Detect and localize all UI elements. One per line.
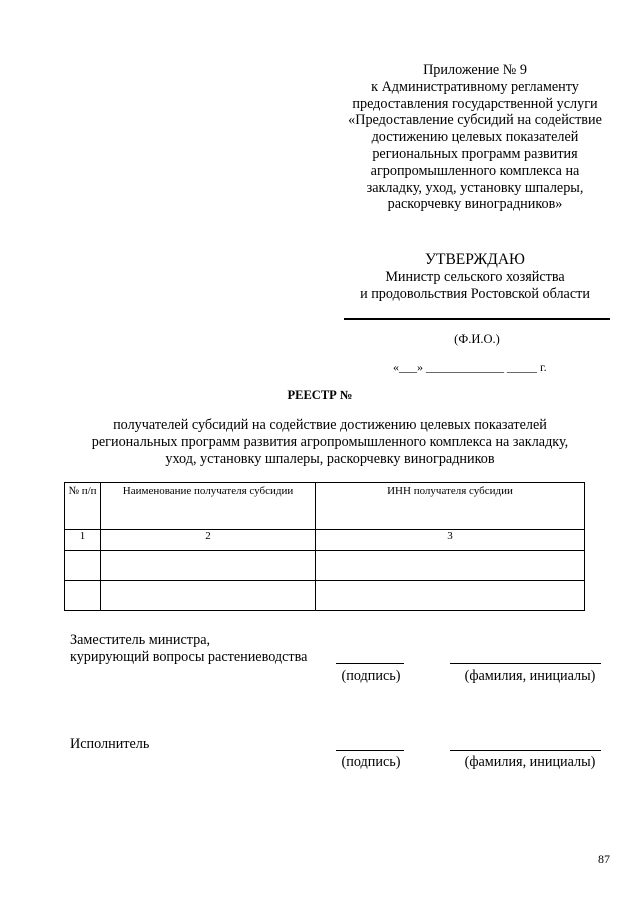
column-number-2: 2	[101, 530, 316, 551]
deputy-title-line1: Заместитель министра,	[70, 632, 211, 648]
appendix-header	[330, 62, 620, 213]
deputy-name-caption: (фамилия, инициалы)	[464, 668, 596, 684]
header-inn: ИНН получателя субсидии	[316, 483, 585, 530]
deputy-minister-block	[70, 632, 307, 666]
header-recipient-name: Наименование получателя субсидии	[101, 483, 316, 530]
approval-block	[330, 251, 620, 302]
register-description-line: уход, установку шпалеры, раскорчевку виноградников	[165, 450, 495, 467]
approval-position: Министр сельского хозяйства	[385, 269, 565, 285]
approval-organization: и продовольствия Ростовской области	[360, 285, 590, 302]
deputy-signature-caption: (подпись)	[341, 668, 401, 684]
register-description	[70, 417, 590, 467]
register-description-line: региональных программ развития агропромышленного комплекса на закладку,	[91, 433, 569, 450]
header-number: № п/п	[65, 483, 101, 530]
table-cell	[316, 551, 585, 581]
appendix-line: региональных программ развития	[372, 145, 578, 162]
table-cell	[101, 581, 316, 611]
appendix-line: агропромышленного комплекса на	[370, 162, 580, 179]
executor-label: Исполнитель	[70, 736, 150, 752]
register-title: РЕЕСТР №	[287, 388, 353, 402]
table-cell	[101, 551, 316, 581]
executor-signature-caption: (подпись)	[341, 754, 401, 770]
executor-name-caption: (фамилия, инициалы)	[464, 754, 596, 770]
table-cell	[65, 551, 101, 581]
register-table	[64, 482, 585, 611]
appendix-line: предоставления государственной услуги	[352, 95, 598, 112]
appendix-line: раскорчевку виноградников»	[387, 196, 563, 213]
table-cell	[65, 581, 101, 611]
appendix-line: Приложение № 9	[423, 62, 527, 78]
register-description-line: получателей субсидий на содействие достижению целевых показателей	[113, 417, 547, 433]
table-row	[65, 581, 585, 611]
executor-name-line	[450, 750, 601, 751]
deputy-signature-line	[336, 663, 404, 664]
executor-signature-line	[336, 750, 404, 751]
deputy-title-line2: курирующий вопросы растениеводства	[70, 649, 308, 665]
approval-signature-line	[344, 318, 610, 320]
column-number-1: 1	[65, 530, 101, 551]
table-number-row	[65, 530, 585, 551]
table-header-row	[65, 483, 585, 530]
approval-fio: (Ф.И.О.)	[454, 332, 500, 346]
appendix-line: достижению целевых показателей	[371, 129, 579, 146]
approval-heading: УТВЕРЖДАЮ	[425, 251, 525, 268]
table-row	[65, 551, 585, 581]
appendix-line: «Предоставление субсидий на содействие	[348, 112, 602, 129]
page-number: 87	[598, 852, 610, 866]
approval-date: «___» _____________ _____ г.	[393, 360, 547, 374]
column-number-3: 3	[316, 530, 585, 551]
deputy-name-line	[450, 663, 601, 664]
table-cell	[316, 581, 585, 611]
appendix-line: к Административному регламенту	[371, 78, 579, 95]
appendix-line: закладку, уход, установку шпалеры,	[366, 179, 584, 196]
